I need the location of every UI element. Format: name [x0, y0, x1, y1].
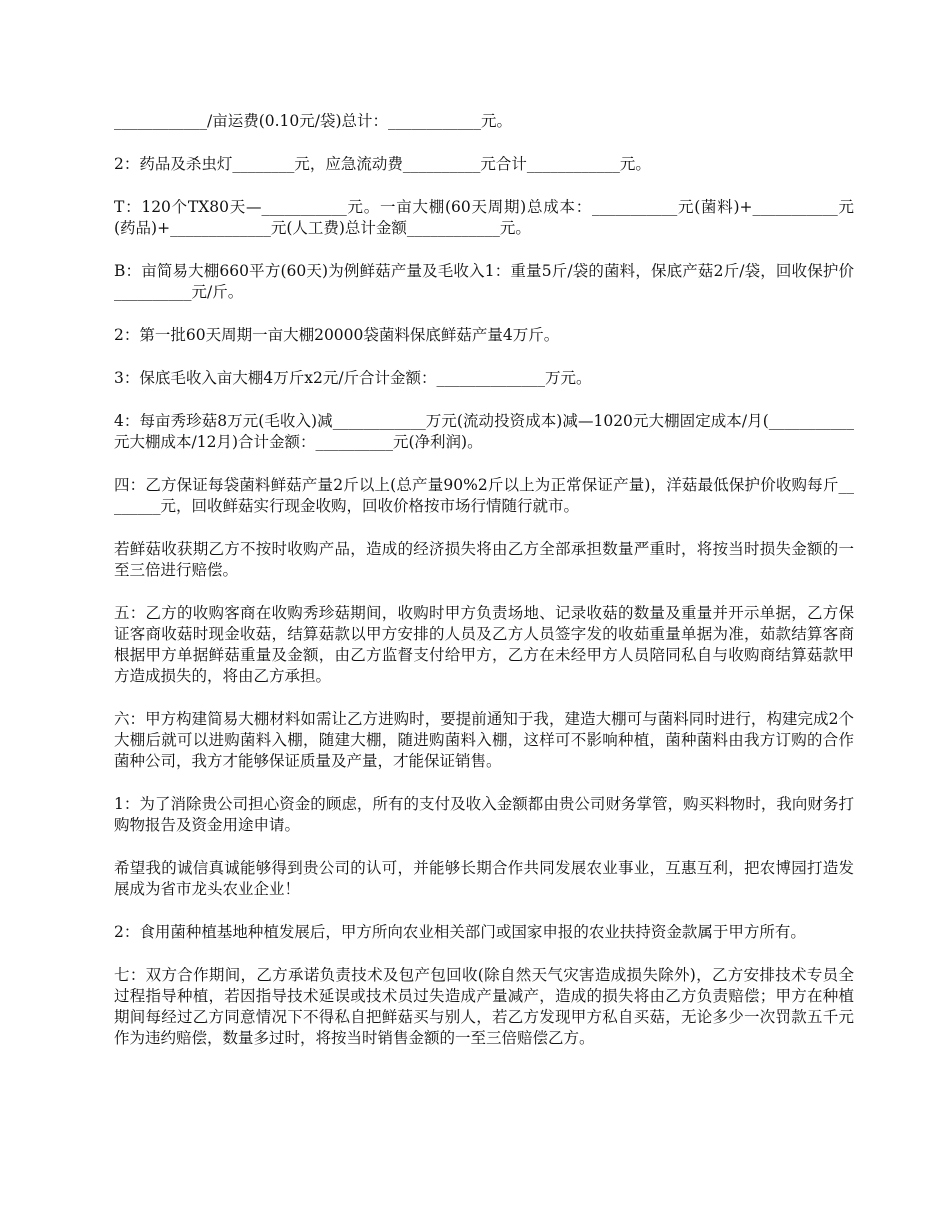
paragraph-transport-cost: ____________/亩运费(0.10元/袋)总计：____________元。: [114, 112, 513, 130]
paragraph-clause-five: 五：乙方的收购客商在收购秀珍菇期间，收购时甲方负责场地、记录收菇的数量及重量并开示单据，乙方保证客商收菇时现金收菇，结算菇款以甲方安排的人员及乙方人员签字发的收茹重量单据为准，茹款结算客商根据甲方单据鲜菇重量及金额，由乙方监督支付给甲方，乙方在未经甲方人员陪同私自与收购商结算菇款甲方造成损失的，将由乙方承担。: [114, 604, 854, 685]
paragraph-clause-seven: 七：双方合作期间，乙方承诺负责技术及包产包回收(除自然天气灾害造成损失除外)，乙方安排技术专员全过程指导种植，若因指导技术延误或技术员过失造成产量减产，造成的损失将由乙方负责赔偿；甲方在种植期间每经过乙方同意情况下不得私自把鲜菇买与别人，若乙方发现甲方私自买菇，无论多少一次罚款五千元作为违约赔偿，数量多过时，将按当时销售金额的一至三倍赔偿乙方。: [114, 966, 854, 1047]
paragraph-clause-six: 六：甲方构建简易大棚材料如需让乙方进购时，要提前通知于我，建造大棚可与菌料同时进行，构建完成2个大棚后就可以进购菌料入棚，随建大棚，随进购菌料入棚，这样可不影响种植，菌种菌料由我方订购的合作菌种公司，我方才能够保证质量及产量，才能保证销售。: [114, 710, 854, 770]
paragraph-net-profit: 4：每亩秀珍菇8万元(毛收入)减____________万元(流动投资成本)减—1020元大棚固定成本/月(___________元大棚成本/12月)合计金额：__________元(净利润)。: [114, 412, 854, 451]
paragraph-yield-income: B：亩简易大棚660平方(60天)为例鲜菇产量及毛收入1：重量5斤/袋的菌料，保底产菇2斤/袋，回收保护价__________元/斤。: [114, 262, 854, 301]
paragraph-subsidy: 2：食用菌种植基地种植发展后，甲方所向农业相关部门或国家申报的农业扶持资金款属于甲方所有。: [114, 923, 806, 941]
paragraph-gross-income: 3：保底毛收入亩大棚4万斤x2元/斤合计金额：______________万元。: [114, 369, 592, 387]
paragraph-first-batch: 2：第一批60天周期一亩大棚20000袋菌料保底鲜菇产量4万斤。: [114, 326, 560, 344]
paragraph-hope: 希望我的诚信真诚能够得到贵公司的认可，并能够长期合作共同发展农业事业，互惠互利，把农博园打造发展成为省市龙头农业企业！: [114, 859, 854, 898]
document-body: [114, 111, 854, 1071]
paragraph-total-cost: T：120个TX80天—___________元。一亩大棚(60天周期)总成本：___________元(菌料)+___________元(药品)+_____________元(人工费)总计金额____________元。: [114, 198, 854, 237]
paragraph-finance: 1：为了消除贵公司担心资金的顾虑，所有的支付及收入金额都由贵公司财务掌管，购买料物时，我向财务打购物报告及资金用途申请。: [114, 795, 854, 834]
paragraph-medicine-cost: 2：药品及杀虫灯________元，应急流动费__________元合计____________元。: [114, 155, 651, 173]
paragraph-clause-four: 四：乙方保证每袋菌料鲜菇产量2斤以上(总产量90%2斤以上为正常保证产量)，洋菇最低保护价收购每斤________元，回收鲜菇实行现金收购，回收价格按市场行情随行就市。: [114, 476, 854, 515]
paragraph-compensation: 若鲜菇收获期乙方不按时收购产品，造成的经济损失将由乙方全部承担数量严重时，将按当时损失金额的一至三倍进行赔偿。: [114, 540, 854, 579]
